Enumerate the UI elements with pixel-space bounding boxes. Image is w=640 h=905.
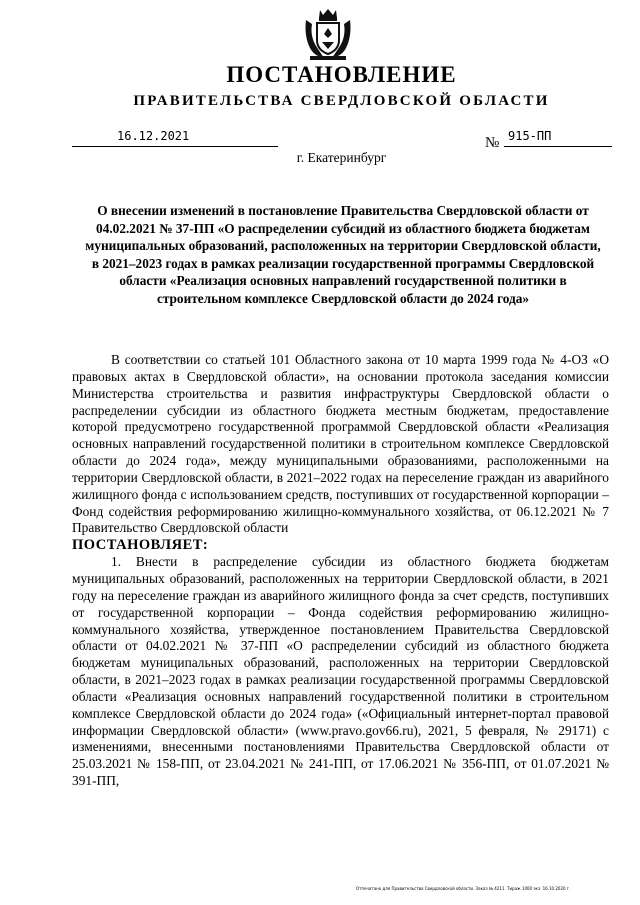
sverdlovsk-coat-of-arms-icon (302, 6, 354, 62)
number-sign: № (485, 135, 500, 151)
decree-heading: ПОСТАНОВЛЯЕТ: (72, 537, 209, 554)
document-date: 16.12.2021 (117, 129, 190, 143)
document-number: 915-ПП (508, 129, 552, 143)
print-footer: Отпечатано для Правительства Свердловской области. Заказ № 4211. Тираж 1000 экз. 16.10.2020 г. (356, 886, 571, 891)
issuing-organization: ПРАВИТЕЛЬСТВА СВЕРДЛОВСКОЙ ОБЛАСТИ (133, 93, 550, 109)
document-body (72, 352, 609, 790)
number-underline (504, 146, 612, 147)
item-1-paragraph: 1. Внести в распределение субсидии из областного бюджета бюджетам муниципальных образований, расположенных на территории Свердловской области, в 2021 году на переселение граждан из аварийного жилищного фонда за счет средств, поступивших от государственной корпорации – Фонда содействия реформированию жилищно-коммунального хозяйства, утвержденное постановлением Правительства Свердловской области от 04.02.2021 № 37-ПП «О распределении субсидий из областного бюджета бюджетам муниципальных образований, расположенных на территории Свердловской области, в 2021–2023 годах в рамках реализации государственной программы Свердловской области «Реализация основных направлений государственной политики в строительном комплексе Свердловской области до 2024 года» («Официальный интернет-портал правовой информации Свердловской области» (www.pravo.gov66.ru), 2021, 5 февраля, № 29171) с изменениями, внесенными постановлениями Правительства Свердловской области от 25.03.2021 № 158-ПП, от 23.04.2021 № 241-ПП, от 17.06.2021 № 356-ПП, от 01.07.2021 № 391-ПП, (72, 554, 609, 789)
preamble-paragraph: В соответствии со статьей 101 Областного закона от 10 марта 1999 года № 4-ОЗ «О правовых актах в Свердловской области», на основании протокола заседания комиссии Министерства строительства и развития инфраструктуры Свердловской области о распределении субсидии из областного бюджета местным бюджетам, предоставление которой предусмотрено государственной программой Свердловской области «Реализация основных направлений государственной политики в строительном комплексе Свердловской области до 2024 года», между муниципальными образованиями, расположенными на территории Свердловской области, в 2021–2022 годах на переселение граждан из аварийного жилищного фонда с использованием средств, поступивших от государственной корпорации – Фонд содействия реформированию жилищно-коммунального хозяйства, от 06.12.2021 № 7 Правительство Свердловской области (72, 352, 609, 536)
document-subject: О внесении изменений в постановление Правительства Свердловской области от 04.02.2021 № 37-ПП «О распределении субсидий из областного бюджета бюджетам муниципальных образований, расположенных на территории Свердловской области, в 2021–2023 годах в рамках реализации государственной программы Свердловской области «Реализация основных направлений государственной политики в строительном комплексе Свердловской области до 2024 года» (85, 203, 601, 306)
date-underline (72, 146, 278, 147)
document-title: ПОСТАНОВЛЕНИЕ (226, 62, 457, 87)
city: г. Екатеринбург (296, 150, 387, 165)
